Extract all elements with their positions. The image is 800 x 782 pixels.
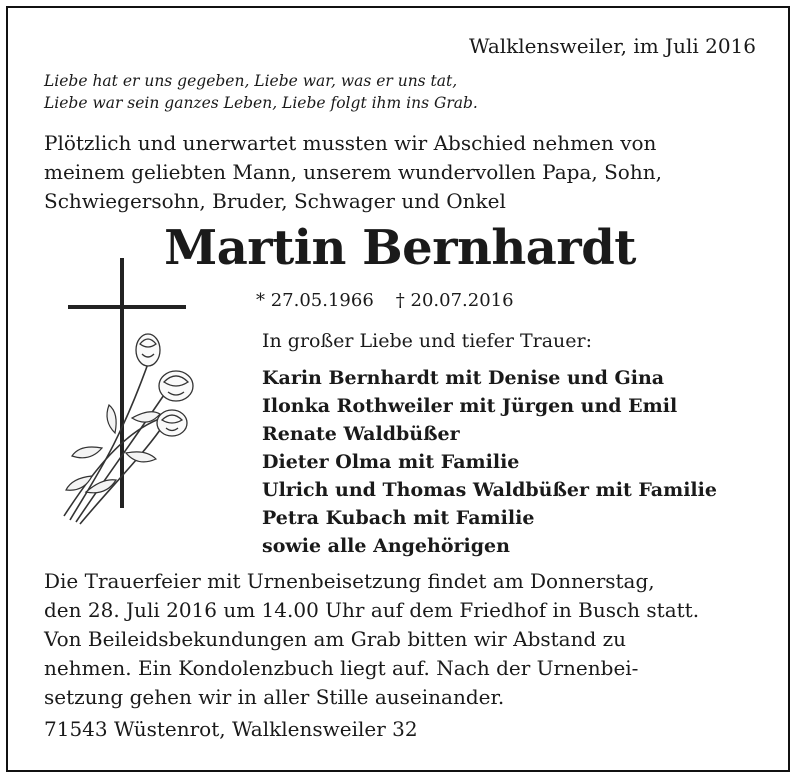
service-line: Die Trauerfeier mit Urnenbeisetzung findet am Donnerstag, [44, 569, 655, 593]
family-address: 71543 Wüstenrot, Walklensweiler 32 [44, 717, 418, 741]
intro-line: meinem geliebten Mann, unserem wundervollen Papa, Sohn, [44, 160, 662, 184]
cross-with-roses-icon [40, 258, 215, 548]
intro-text [44, 129, 662, 216]
service-info [44, 567, 699, 712]
death-date: † 20.07.2016 [395, 290, 514, 311]
mourner-entry: sowie alle Angehörigen [262, 535, 510, 557]
life-dates [256, 290, 514, 311]
mourner-entry: Ulrich und Thomas Waldbüßer mit Familie [262, 479, 717, 501]
mourner-entry: Renate Waldbüßer [262, 423, 460, 445]
quote-line: Liebe hat er uns gegeben, Liebe war, was er uns tat, [44, 72, 458, 90]
service-line: den 28. Juli 2016 um 14.00 Uhr auf dem Friedhof in Busch statt. [44, 598, 700, 622]
service-line: Von Beileidsbekundungen am Grab bitten wir Abstand zu [44, 627, 627, 651]
service-line: nehmen. Ein Kondolenzbuch liegt auf. Nach der Urnenbei- [44, 656, 639, 680]
mourner-entry: Dieter Olma mit Familie [262, 451, 520, 473]
intro-line: Schwiegersohn, Bruder, Schwager und Onkel [44, 189, 506, 213]
deceased-name: Martin Bernhardt [164, 220, 636, 276]
birth-date: * 27.05.1966 [256, 290, 374, 311]
mourner-entry: Karin Bernhardt mit Denise und Gina [262, 367, 665, 389]
mourners-intro: In großer Liebe und tiefer Trauer: [262, 330, 592, 352]
service-line: setzung gehen wir in aller Stille auseinander. [44, 685, 505, 709]
mourner-entry: Ilonka Rothweiler mit Jürgen und Emil [262, 395, 678, 417]
place-date: Walklensweiler, im Juli 2016 [469, 34, 756, 58]
mourners-list [262, 364, 717, 560]
mourner-entry: Petra Kubach mit Familie [262, 507, 535, 529]
quote-line: Liebe war sein ganzes Leben, Liebe folgt ihm ins Grab. [44, 94, 478, 112]
intro-line: Plötzlich und unerwartet mussten wir Abschied nehmen von [44, 131, 657, 155]
memorial-quote [44, 70, 478, 114]
